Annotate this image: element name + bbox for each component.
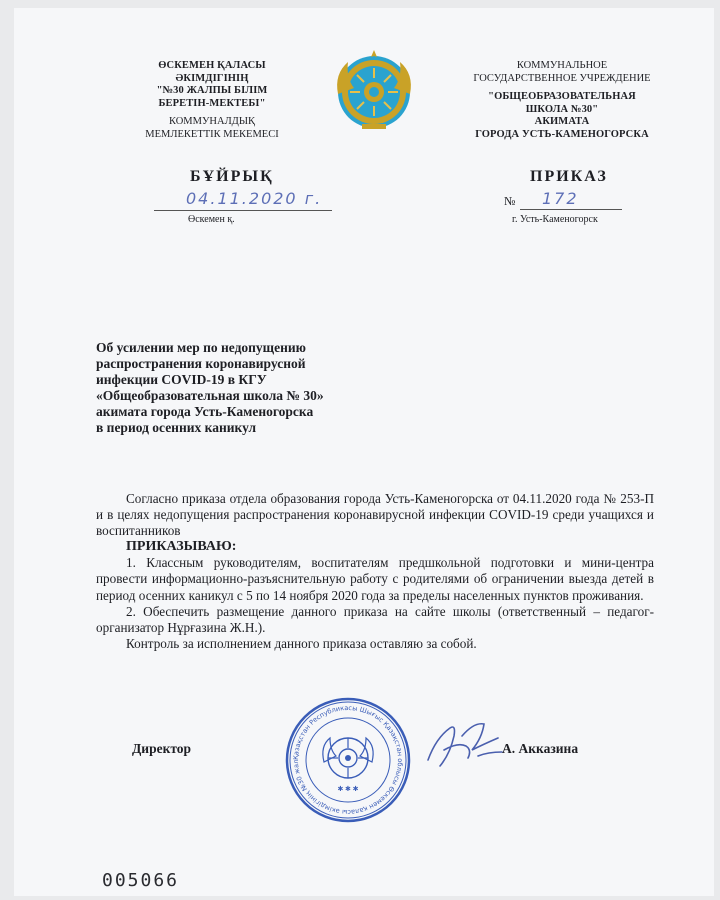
header-right-line: ГОСУДАРСТВЕННОЕ УЧРЕЖДЕНИЕ [473, 72, 651, 84]
state-emblem [332, 48, 416, 132]
subject-line: распространения коронавирусной [96, 356, 306, 371]
subject-line: инфекции COVID-19 в КГУ [96, 372, 267, 387]
svg-text:Қазақстан Республикасы Шығыс Қ [284, 696, 404, 816]
signature-icon [422, 716, 508, 774]
handwritten-signature [422, 716, 508, 774]
svg-text:✱ ✱ ✱: ✱ ✱ ✱ [337, 785, 359, 793]
emblem-icon [332, 48, 416, 132]
order-item-1: 1. Классным руководителям, воспитателям предшкольной подготовки и мини-центра провести информационно-разъяснительную работу с родителями об ограничении выезда детей в период осенних каникул с 5 по 14 ноября 2020 года за пределы населенных пунктов проживания. [96, 555, 654, 603]
place-ru: г. Усть-Каменогорск [512, 214, 598, 225]
place-kz: Өскемен қ. [188, 214, 235, 225]
official-stamp [284, 696, 412, 824]
order-body [96, 491, 654, 652]
signature-position: Директор [132, 741, 192, 756]
stamp-ring-text: Қазақстан Республикасы Шығыс Қазақстан облысы Өскемен қаласы әкімдігінің №30 жал [291, 703, 405, 817]
subject-line: акимата города Усть-Каменогорска [96, 404, 314, 419]
date-field [154, 188, 332, 211]
header-left-line: КОММУНАЛДЫҚ [168, 116, 256, 127]
header-left-line: "№30 ЖАЛПЫ БІЛІМ [156, 85, 268, 96]
subject-line: «Общеобразовательная школа № 30» [96, 388, 324, 403]
header-left [132, 60, 292, 141]
order-word: ПРИКАЗЫВАЮ: [126, 539, 237, 555]
header-left-line: МЕМЛЕКЕТТІК МЕКЕМЕСІ [145, 128, 279, 140]
header-right-line: КОММУНАЛЬНОЕ [516, 60, 608, 71]
order-title-ru: ПРИКАЗ [530, 168, 608, 185]
header-left-line: ӨСКЕМЕН ҚАЛАСЫ [158, 60, 266, 71]
number-handwritten: 172 [542, 189, 579, 208]
header-left-line: ӘКІМДІГІНІҢ [175, 72, 249, 84]
number-field [504, 188, 622, 210]
preamble-paragraph: Согласно приказа отдела образования города Усть-Каменогорска от 04.11.2020 года № 253-П и в целях недопущения распространения коронавирусной инфекции COVID-19 среди учащихся и воспитанников [96, 491, 654, 539]
date-handwritten: 04.11.2020 г. [186, 189, 323, 208]
header-right-line: ГОРОДА УСТЬ-КАМЕНОГОРСКА [475, 128, 649, 140]
order-title-kz: БҰЙРЫҚ [190, 168, 274, 185]
header-right-line: АКИМАТА [534, 116, 590, 127]
subject-line: в период осенних каникул [96, 420, 257, 435]
number-label: № [504, 194, 516, 208]
control-paragraph: Контроль за исполнением данного приказа оставляю за собой. [126, 635, 477, 651]
document-page [14, 8, 714, 896]
subject-line: Об усилении мер по недопущению [96, 340, 306, 355]
stamp-icon [284, 696, 412, 824]
order-item-2: 2. Обеспечить размещение данного приказа на сайте школы (ответственный – педагог-организатор Нұрғазина Ж.Н.). [96, 603, 654, 635]
serial-number: 005066 [102, 870, 180, 891]
signature-name: А. Акказина [502, 741, 579, 756]
header-left-line: БЕРЕТІН-МЕКТЕБІ" [158, 97, 266, 109]
header-right-line: "ОБЩЕОБРАЗОВАТЕЛЬНАЯ [488, 91, 636, 102]
header-right-line: ШКОЛА №30" [525, 103, 599, 115]
order-subject [96, 340, 396, 436]
header-right [462, 60, 662, 141]
